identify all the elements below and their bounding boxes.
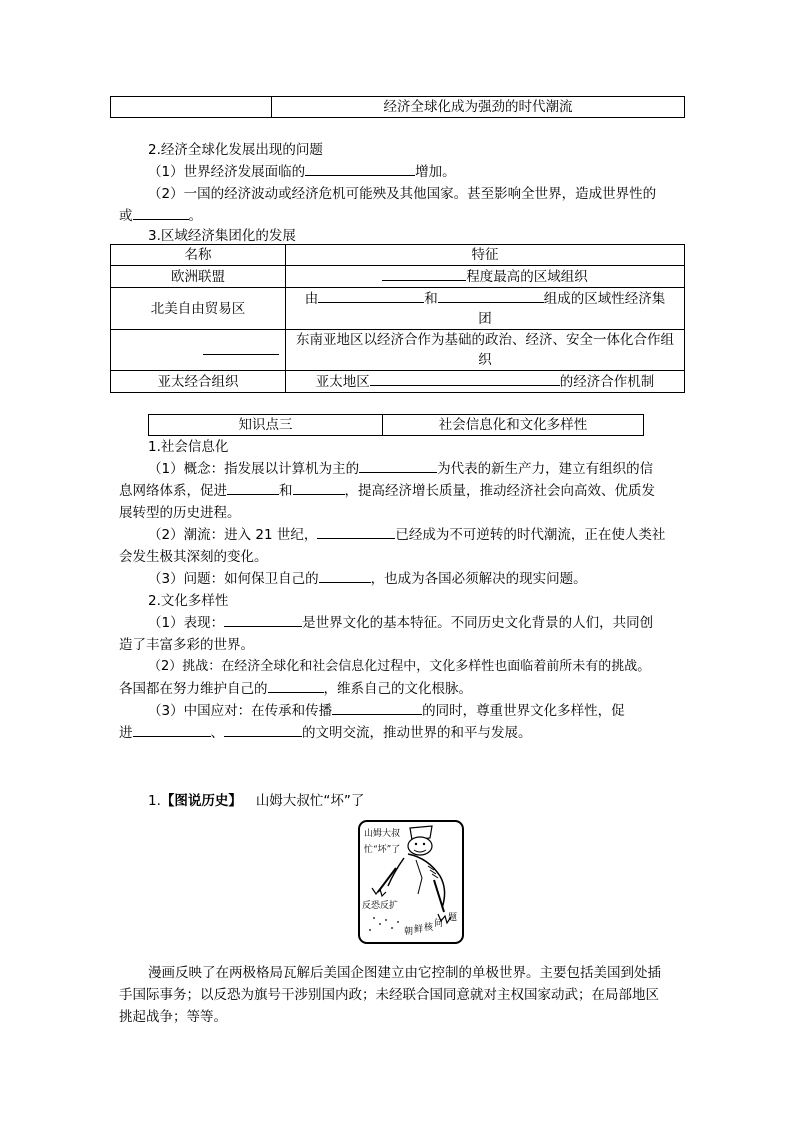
table-row <box>111 330 685 371</box>
text: 进 <box>119 725 133 741</box>
paragraph: （2）一国的经济波动或经济危机可能殃及其他国家。甚至影响全世界，造成世界性的 <box>148 186 657 202</box>
text: 【图说历史】 <box>160 793 242 809</box>
text: 东南亚地区以经济合作为基础的政治、经济、安全一体化合作组 <box>296 332 674 348</box>
table-row <box>111 371 685 393</box>
text: 组成的区域性经济集 <box>543 291 666 307</box>
paragraph <box>148 161 456 183</box>
section-title: 2.经济全球化发展出现的问题 <box>148 142 323 158</box>
knowledge-point-label: 知识点三 <box>149 415 383 436</box>
paragraph <box>148 568 587 590</box>
fill-blank[interactable] <box>332 700 422 715</box>
fill-blank[interactable] <box>382 266 466 281</box>
paragraph <box>148 524 665 546</box>
text: 已经成为不可逆转的时代潮流，正在使人类社 <box>395 527 666 543</box>
text: 亚太地区 <box>315 374 370 390</box>
paragraph: 造了丰富多彩的世界。 <box>119 637 254 653</box>
table-row <box>111 245 685 266</box>
table-row <box>111 288 685 330</box>
text: 的文明交流，推动世界的和平与发展。 <box>302 725 532 741</box>
text: 山姆大叔忙“坏”了 <box>255 793 365 809</box>
knowledge-point-title: 社会信息化和文化多样性 <box>383 415 644 436</box>
fill-blank[interactable] <box>317 524 395 539</box>
text: 增加。 <box>415 164 456 180</box>
text: 织 <box>478 352 492 368</box>
fill-blank[interactable] <box>268 678 324 693</box>
section-title: 3.区域经济集团化的发展 <box>148 228 296 244</box>
text: （1）世界经济发展面临的 <box>148 164 306 180</box>
cartoon-label: 问 <box>434 919 444 929</box>
text: （3）问题：如何保卫自己的 <box>148 571 319 587</box>
table-cell: 北美自由贸易区 <box>111 288 286 330</box>
fill-blank[interactable] <box>203 340 279 355</box>
cartoon-label: 朝 <box>404 927 414 937</box>
text: ，提高经济增长质量，推动经济社会向高效、优质发 <box>344 483 655 499</box>
text: 程度最高的区域组织 <box>466 269 588 285</box>
paragraph <box>148 458 653 480</box>
text: 为代表的新生产力，建立有组织的信 <box>437 461 654 477</box>
text: ，也成为各国必须解决的现实问题。 <box>370 571 587 587</box>
fill-blank[interactable] <box>359 458 437 473</box>
table-cell <box>286 330 685 371</box>
fill-blank[interactable] <box>293 480 345 495</box>
section-title: 2.文化多样性 <box>148 593 229 609</box>
fill-blank[interactable] <box>370 371 560 386</box>
table-header: 名称 <box>111 245 286 266</box>
fill-blank[interactable] <box>224 722 302 737</box>
paragraph: 会发生极其深刻的变化。 <box>119 549 268 565</box>
text: 和 <box>279 483 293 499</box>
table-cell <box>111 330 286 371</box>
paragraph <box>148 612 653 634</box>
fill-blank[interactable] <box>319 568 371 583</box>
text: 各国都在努力维护自己的 <box>119 681 268 697</box>
text: 1. <box>148 793 161 809</box>
text: ，维系自己的文化根脉。 <box>323 681 472 697</box>
paragraph <box>119 722 532 744</box>
fill-blank[interactable] <box>438 288 544 303</box>
fill-blank[interactable] <box>305 161 415 176</box>
text: （1）表现： <box>148 615 225 631</box>
region-table <box>110 244 685 393</box>
text: 息网络体系，促进 <box>119 483 227 499</box>
paragraph <box>119 678 472 700</box>
table-cell: 欧洲联盟 <box>111 266 286 288</box>
text: 团 <box>478 311 492 327</box>
text: 和 <box>424 291 438 307</box>
fill-blank[interactable] <box>227 480 279 495</box>
picture-heading <box>148 790 364 812</box>
cartoon-label: 题 <box>448 913 458 923</box>
section-title: 1.社会信息化 <box>148 439 229 455</box>
text: 或 <box>119 208 133 224</box>
fill-blank[interactable] <box>224 612 302 627</box>
uncle-sam-cartoon <box>358 820 464 944</box>
text: 是世界文化的基本特征。不同历史文化背景的人们，共同创 <box>302 615 654 631</box>
text: 。 <box>188 208 202 224</box>
fill-blank[interactable] <box>318 288 424 303</box>
text: 、 <box>210 725 224 741</box>
cartoon-label: 反恐反扩 <box>362 901 399 911</box>
cartoon-label: 核 <box>424 923 434 933</box>
paragraph <box>148 700 625 722</box>
top-table-cell-title: 经济全球化成为强劲的时代潮流 <box>272 97 685 118</box>
top-table-cell-empty <box>111 97 272 118</box>
caption: 漫画反映了在两极格局瓦解后美国企图建立由它控制的单极世界。主要包括美国到处插 <box>148 965 661 981</box>
paragraph: （2）挑战：在经济全球化和社会信息化过程中，文化多样性也面临着前所未有的挑战。 <box>148 659 651 674</box>
text: 的同时，尊重世界文化多样性，促 <box>422 703 625 719</box>
fill-blank[interactable] <box>133 205 189 220</box>
text: 由 <box>304 291 319 307</box>
table-cell: 亚太经合组织 <box>111 371 286 393</box>
cartoon-label: 鲜 <box>414 925 424 935</box>
caption: 手国际事务；以反恐为旗号干涉别国内政；未经联合国同意就对主权国家动武；在局部地区 <box>119 987 659 1003</box>
paragraph <box>119 205 202 227</box>
table-cell <box>286 288 685 330</box>
cartoon-label: 忙“坏”了 <box>364 845 401 855</box>
table-cell <box>286 371 685 393</box>
fill-blank[interactable] <box>133 722 211 737</box>
text: 的经济合作机制 <box>559 374 655 390</box>
table-header: 特征 <box>286 245 685 266</box>
text: （2）潮流：进入 21 世纪， <box>148 527 318 543</box>
caption: 挑起战争；等等。 <box>119 1009 227 1025</box>
text: （3）中国应对：在传承和传播 <box>148 703 333 719</box>
text: （1）概念：指发展以计算机为主的 <box>148 461 360 477</box>
table-row <box>111 266 685 288</box>
top-table <box>110 96 685 118</box>
paragraph: 展转型的历史进程。 <box>119 505 241 521</box>
cartoon-label: 山姆大叔 <box>364 829 401 839</box>
knowledge-point-header <box>148 414 644 436</box>
paragraph <box>119 480 655 502</box>
table-cell <box>286 266 685 288</box>
